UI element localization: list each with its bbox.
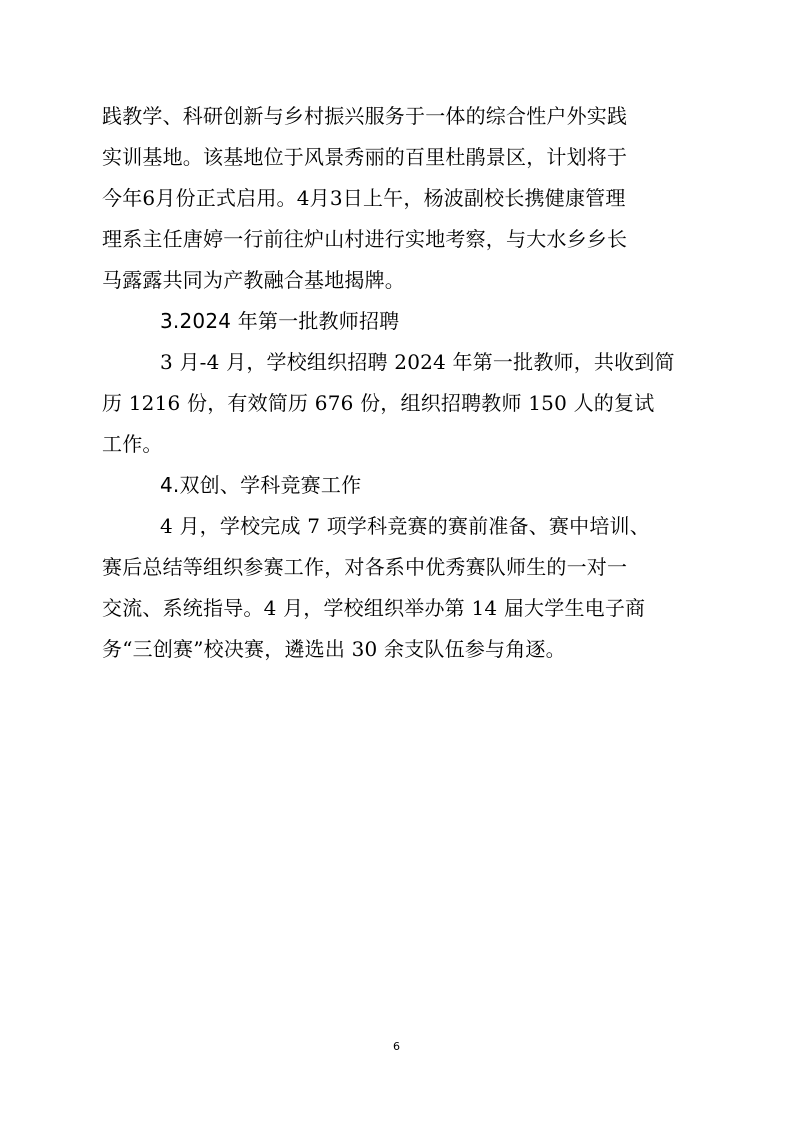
section-heading: 4.双创、学科竞赛工作 <box>160 473 362 497</box>
body-text-line: 务“三创赛”校决赛，遴选出 30 余支队伍参与角逐。 <box>102 637 566 661</box>
body-text-line: 交流、系统指导。4 月，学校组织举办第 14 届大学生电子商 <box>102 596 646 620</box>
page-number: 6 <box>393 1040 400 1053</box>
body-text-line: 历 1216 份，有效简历 676 份，组织招聘教师 150 人的复试 <box>102 391 655 415</box>
section-heading: 3.2024 年第一批教师招聘 <box>160 309 400 333</box>
body-text-line: 工作。 <box>102 432 163 456</box>
body-text-line: 4 月，学校完成 7 项学科竞赛的赛前准备、赛中培训、 <box>160 514 650 538</box>
body-text-line: 马露露共同为产教融合基地揭牌。 <box>102 268 405 292</box>
body-text-line: 理系主任唐婷一行前往炉山村进行实地考察，与大水乡乡长 <box>102 227 628 251</box>
body-text-line: 3 月-4 月，学校组织招聘 2024 年第一批教师，共收到简 <box>160 350 675 374</box>
body-text-line: 践教学、科研创新与乡村振兴服务于一体的综合性户外实践 <box>102 104 628 128</box>
body-text-line: 赛后总结等组织参赛工作，对各系中优秀赛队师生的一对一 <box>102 555 628 579</box>
body-text-line: 实训基地。该基地位于风景秀丽的百里杜鹃景区，计划将于 <box>102 145 628 169</box>
body-text-line: 今年6月份正式启用。4月3日上午，杨波副校长携健康管理 <box>102 186 626 210</box>
